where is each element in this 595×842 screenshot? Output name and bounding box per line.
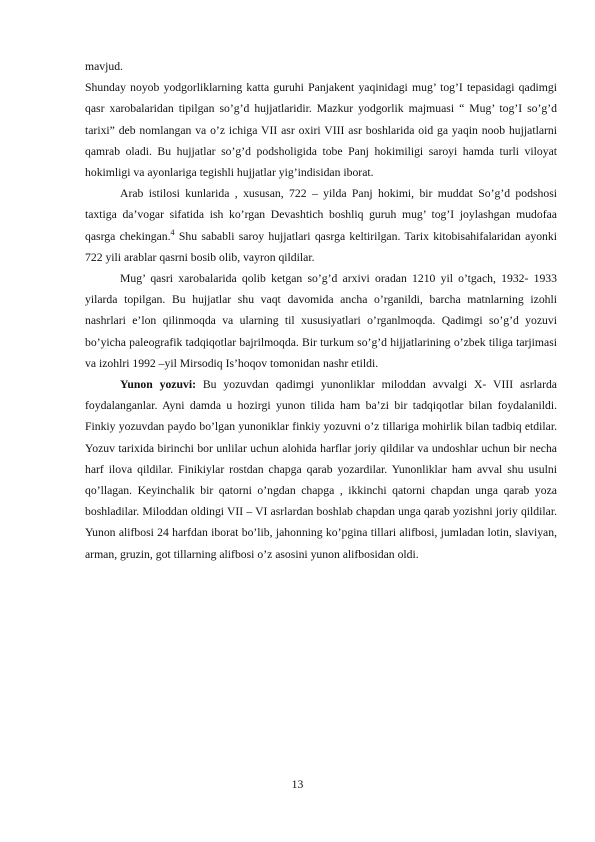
paragraph-text: Bu yozuvdan qadimgi yunonliklar miloddan avvalgi X- VIII asrlarda foydalanganlar. Ayni damda u hozirgi yunon tilida ham ba’zi bir tadqiqotlar bilan foydalanildi. Finkiy yozuvdan paydo bo’lgan yunoniklar finkiy yozuvni o’z tillariga mohirlik bilan tadbiq etdilar. Yozuv tarixida birinchi bor unlilar uchun alohida harflar joriy qildilar va undoshlar uchun bir necha harf ilova qildilar. Finikiylar rostdan chapga qarab yozardilar. Yunonliklar ham avval shu usulni qo’llagan. Keyinchalik bir qatorni o’ngdan chapga , ikkinchi qatorni chapdan unga qarab yoza boshladilar. Miloddan oldingi VII – VI asrlardan boshlab chapdan unga qarab yozishni joriy qildilar. Yunon alifbosi 24 harfdan iborat bo’lib, jahonning ko’pgina tillari alifbosi, jumladan lotin, slaviyan, arman, gruzin, got tillarning alifbosi o’z asosini yunon alifbosidan oldi. xyxy=(85,378,557,561)
document-page xyxy=(85,56,557,565)
page-number: 13 xyxy=(291,778,304,791)
footnote-marker[interactable]: 4 xyxy=(170,227,175,237)
paragraph-text: Arab istilosi kunlarida , xususan, 722 – yilda Panj hokimi, bir muddat So’g’d podshosi taxtiga da’vogar sifatida ish ko’rgan Devashtich boshliq guruh mug’ tog’I joylashgan mudofaa qasrga chekingan. xyxy=(85,187,557,243)
paragraph-mug-archive: Mug’ qasri xarobalarida qolib ketgan so’g’d arxivi oradan 1210 yil o’tgach, 1932- 1933 yilarda topilgan. Bu hujjatlar shu vaqt davomida ancha o’rganildi, barcha matnlarning izohli nashrlari e’lon qilinmoqda va ularning til xususiyatlari o’rganlmoqda. Qadimgi so’g’d yozuvi bo’yicha paleografik tadqiqotlar bajrilmoqda. Bir turkum so’g’d hijjatlarining o’zbek tiliga tarjimasi va izohlri 1992 –yil Mirsodiq Is’hoqov tomonidan nashr etildi. xyxy=(85,272,557,370)
paragraph-arab-conquest xyxy=(85,183,557,268)
paragraph-continuation: mavjud. xyxy=(85,60,123,73)
paragraph-text: Shu sababli saroy hujjatlari qasrga keltirilgan. Tarix kitobisahifalaridan ayonki 722 yili arablar qasrni bosib olib, vayron qildilar. xyxy=(85,229,557,264)
paragraph-sogd-documents: Shunday noyob yodgorliklarning katta guruhi Panjakent yaqinidagi mug’ tog’I tepasidagi qadimgi qasr xarobalaridan tipilgan so’g’d hujjatlaridir. Mazkur yodgorlik majmuasi “ Mug’ tog’I so’g’d tarixi” deb nomlangan va o’z ichiga VII asr oxiri VIII asr boshlarida oid ga yaqin noob hujjatlarni qamrab oladi. Bu hujjatlar so’g’d podsholigida tobe Panj hokimiligi saroyi hamda turli viloyat hokimligi va ayonlariga tegishli hujjatlar yig’indisidan iborat. xyxy=(85,81,557,180)
section-lead-heading: Yunon yozuvi: xyxy=(120,378,196,392)
paragraph-greek-script xyxy=(85,374,557,565)
